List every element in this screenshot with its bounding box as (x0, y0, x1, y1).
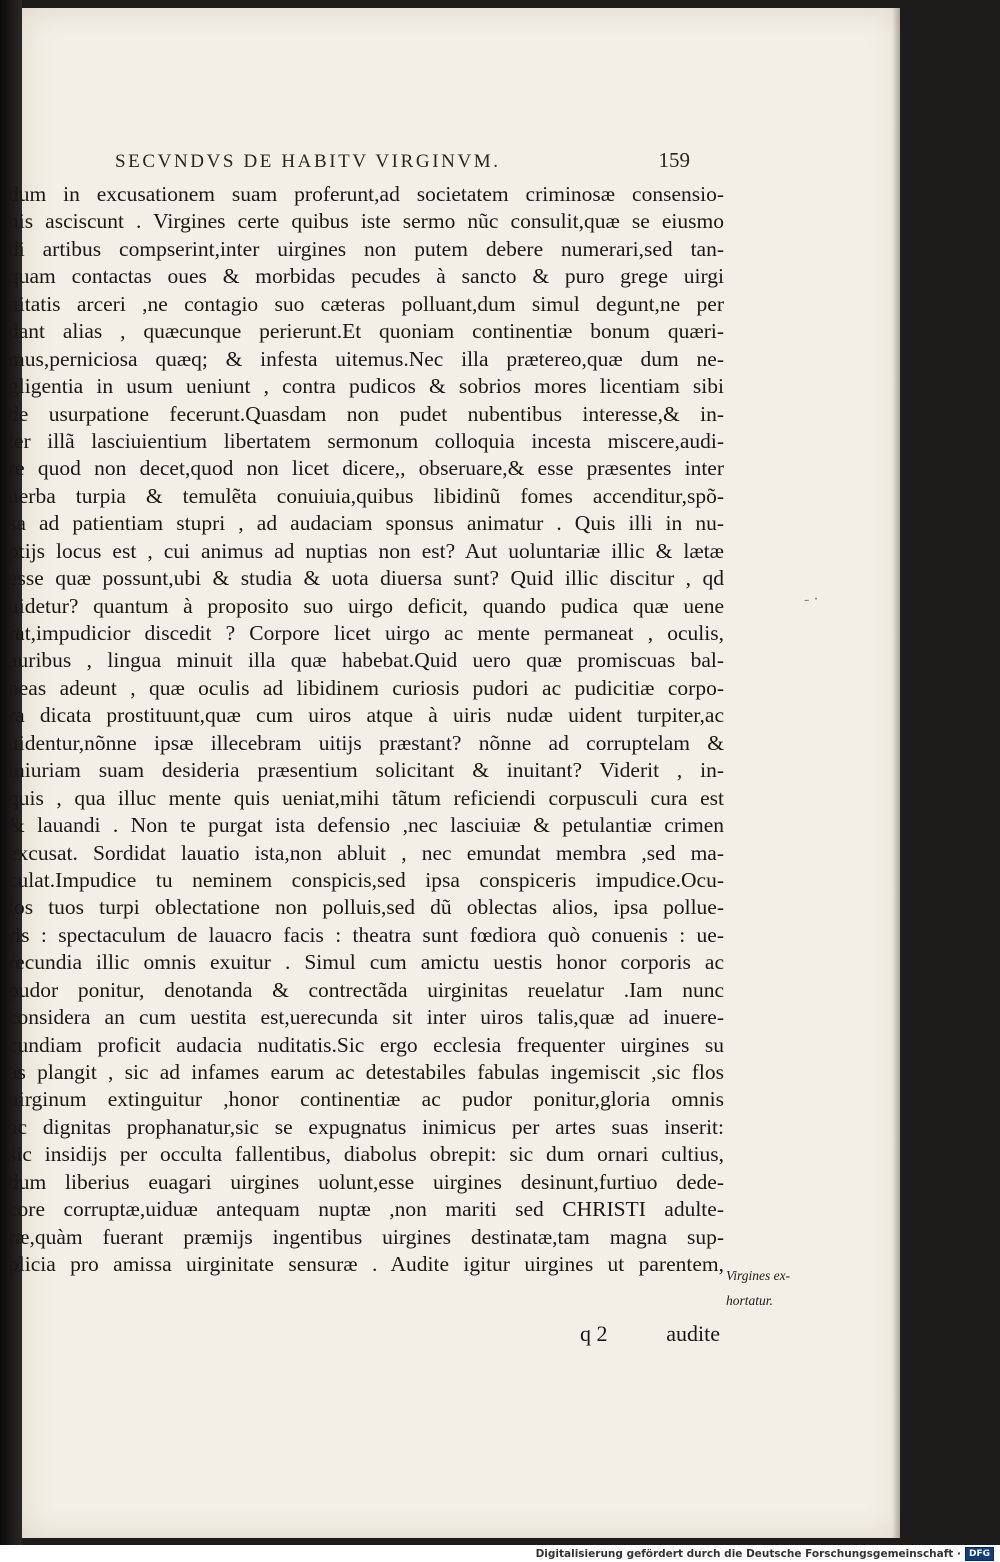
catchword: audite (666, 1321, 720, 1346)
text-line: nitatis arceri ,ne contagio suo cæteras polluant,dum simul degunt,ne per (8, 291, 724, 316)
text-line: uerba turpia & temulẽta conuiuia,quibus libidinũ fomes accenditur,spõ- (8, 483, 724, 508)
text-line: recundia illic omnis exuitur . Simul cum amictu uestis honor corporis ac (8, 950, 724, 975)
text-line: sic insidijs per occulta fallentibus, diabolus obrepit: sic dum ornari cultius, (8, 1142, 724, 1167)
text-line: de usurpatione fecerunt.Quasdam non pudet nubentibus interesse,& in- (8, 401, 724, 426)
text-line: mus,perniciosa quæq; & infesta uitemus.Nec illa prætereo,quæ dum ne- (8, 346, 724, 371)
text-line: dum liberius euagari uirgines uolunt,esse uirgines desinunt,furtiuo dede- (8, 1169, 724, 1194)
running-head (115, 148, 690, 173)
text-line: iniuriam suam desideria præsentium solicitant & inuitant? Viderit , in- (8, 758, 724, 783)
text-line: los tuos turpi oblectatione non polluis,sed dũ oblectas alios, ipsa pollue- (8, 895, 724, 920)
credit-text: Digitalisierung gefördert durch die Deutsche Forschungsgemeinschaft · (535, 1547, 961, 1560)
text-line: neas adeunt , quæ oculis ad libidinem curiosis pudori ac pudicitiæ corpo- (8, 675, 724, 700)
text-line: core corruptæ,uiduæ antequam nuptæ ,non mariti sed CHRISTI adulte- (8, 1197, 724, 1222)
text-line: di artibus compserint,inter uirgines non putem debere numerari,sed tan- (8, 236, 724, 261)
text-line: quis , qua illuc mente quis ueniat,mihi tãtum reficiendi corpusculi cura est (8, 785, 724, 810)
marginal-note (726, 1263, 836, 1313)
text-line: ter illã lasciuientium libertatem sermonum colloquia incesta miscere,audi- (8, 428, 724, 453)
text-line: uidetur? quantum à proposito suo uirgo deficit, quando pudica quæ uene (8, 593, 724, 618)
text-line: gligentia in usum ueniunt , contra pudicos & sobrios mores licentiam sibi (8, 374, 724, 399)
text-line: dum in excusationem suam proferunt,ad societatem criminosæ consensio- (8, 182, 724, 206)
text-line: auribus , lingua minuit illa quæ habebat.Quid uero quæ promiscuas bal- (8, 648, 724, 673)
text-line: uidentur,nõnne ipsæ illecebram uitijs præstant? nõnne ad corruptelam & (8, 730, 724, 755)
text-line: uirginum extinguitur ,honor continentiæ ac pudor ponitur,gloria omnis (8, 1087, 724, 1112)
text-line: sa ad patientiam stupri , ad audaciam sponsus animatur . Quis illi in nu- (8, 511, 724, 536)
text-line: quam contactas oues & morbidas pecudes à sancto & puro grege uirgi (8, 264, 724, 289)
text-line: re quod non decet,quod non licet dicere,, obseruare,& esse præsentes inter (8, 456, 724, 481)
text-line: nis asciscunt . Virgines certe quibus iste sermo nũc consulit,quæ se eiusmo (8, 209, 724, 234)
text-line: ptijs locus est , cui animus ad nuptias non est? Aut uoluntariæ illic & lætæ (8, 538, 724, 563)
text-line: culat.Impudice tu neminem conspicis,sed ipsa conspiceris impudice.Ocu- (8, 867, 724, 892)
text-line: ra dicata prostituunt,quæ cum uiros atque à uiris nudæ uident turpiter,ac (8, 703, 724, 728)
page-footer (580, 1321, 720, 1347)
text-line: plicia pro amissa uirginitate sensuræ . Audite igitur uirgines ut parentem, (8, 1252, 724, 1277)
text-line: considera an cum uestita est,uerecunda sit inter uiros talis,quæ ad inuere- (8, 1005, 724, 1030)
ink-mark: - · (804, 591, 819, 608)
page-number: 159 (658, 148, 690, 172)
body-text (8, 181, 724, 1279)
text-line: ræ,quàm fuerant præmijs ingentibus uirgines destinatæ,tam magna sup- (8, 1224, 724, 1249)
signature-mark: q 2 (580, 1321, 608, 1346)
marginal-note-line: hortatur. (726, 1293, 773, 1308)
text-line: as plangit , sic ad infames earum ac detestabiles fabulas ingemiscit ,sic flos (8, 1060, 724, 1084)
text-line: rat,impudicior discedit ? Corpore licet uirgo ac mente permaneat , oculis, (8, 621, 724, 645)
text-line: dant alias , quæcunque perierunt.Et quoniam continentiæ bonum quæri- (8, 319, 724, 344)
dfg-logo: DFG (965, 1547, 994, 1561)
text-line: pudor ponitur, denotanda & contrectãda uirginitas reuelatur .Iam nunc (8, 977, 724, 1002)
text-line: excusat. Sordidat lauatio ista,non abluit , nec emundat membra ,sed ma- (8, 840, 724, 865)
text-line: cundiam proficit audacia nuditatis.Sic ergo ecclesia frequenter uirgines su (8, 1032, 724, 1057)
digitization-credit-bar (0, 1545, 1000, 1562)
text-line: ris : spectaculum de lauacro facis : theatra sunt fœdiora quò conuenis : ue- (8, 922, 724, 947)
text-line: esse quæ possunt,ubi & studia & uota diuersa sunt? Quid illic discitur , qd (8, 566, 724, 591)
marginal-note-line: Virgines ex- (726, 1268, 791, 1283)
text-line: & lauandi . Non te purgat ista defensio ,nec lasciuiæ & petulantiæ crimen (8, 813, 724, 838)
running-head-title: SECVNDVS DE HABITV VIRGINVM. (115, 151, 501, 172)
book-page (8, 8, 900, 1538)
text-line: ac dignitas prophanatur,sic se expugnatus inimicus per artes suas inserit: (8, 1114, 724, 1139)
